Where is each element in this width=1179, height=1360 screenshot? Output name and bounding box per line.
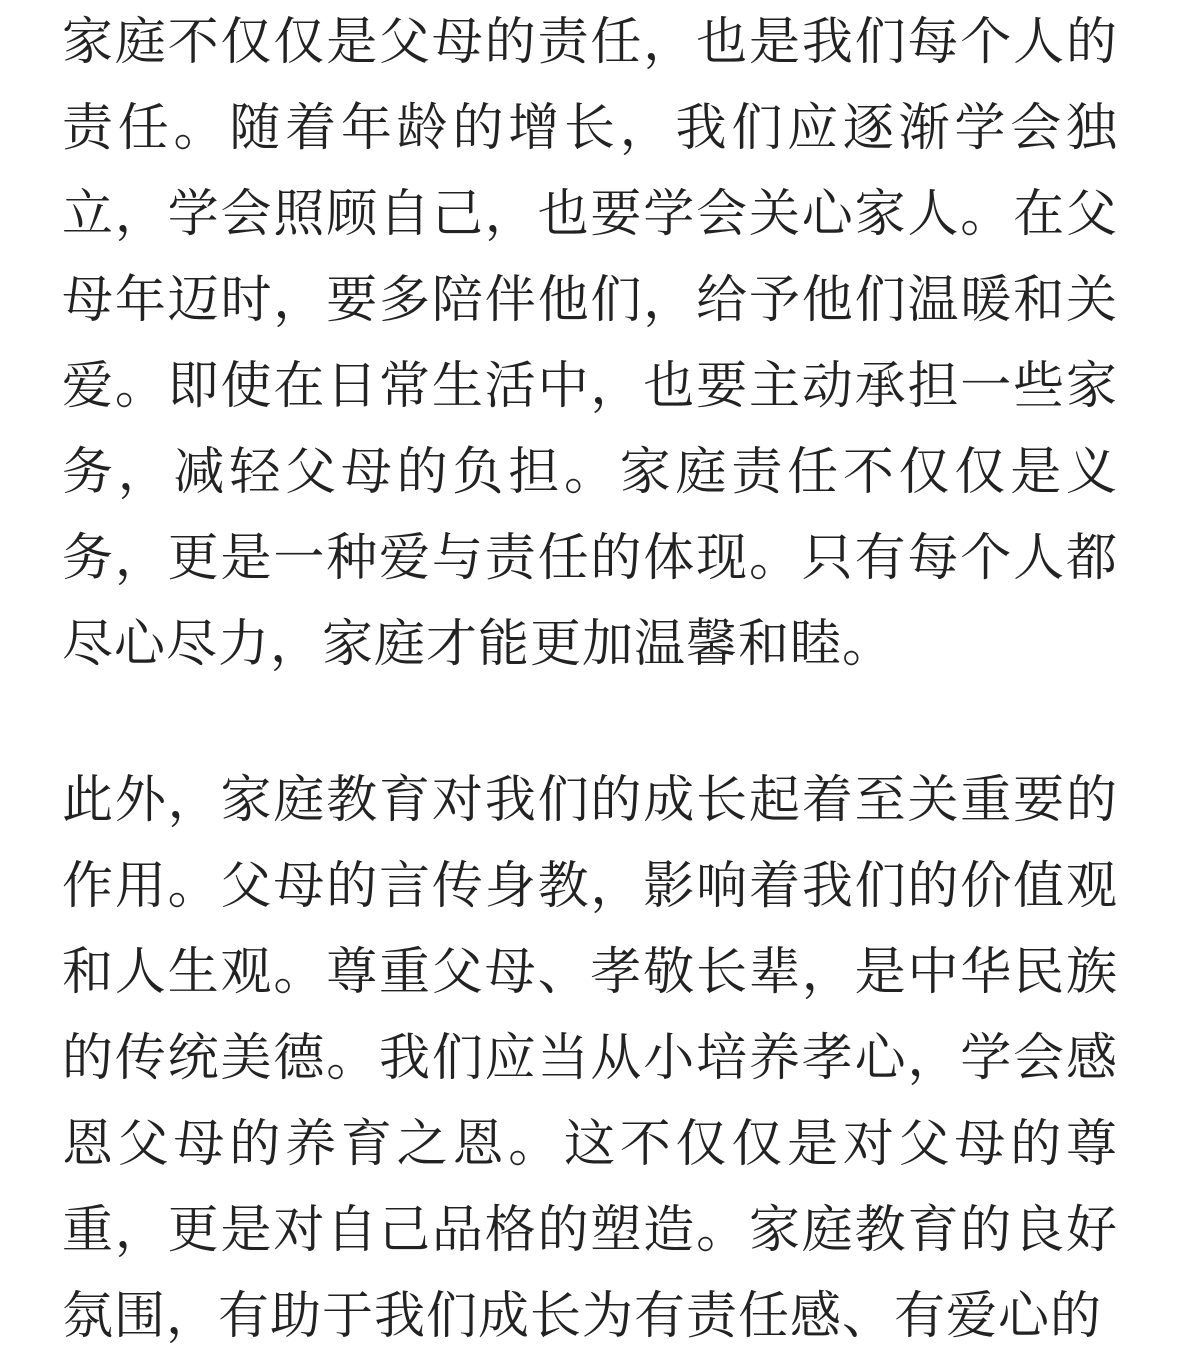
article-paragraph-2: 此外，家庭教育对我们的成长起着至关重要的作用。父母的言传身教，影响着我们的价值观和人生观。尊重父母、孝敬长辈，是中华民族的传统美德。我们应当从小培养孝心，学会感恩父母的养育之恩。这不仅仅是对父母的尊重，更是对自己品格的塑造。家庭教育的良好氛围，有助于我们成长为有责任感、有爱心的 xyxy=(62,771,1118,1346)
article-body xyxy=(62,0,1118,1360)
article-paragraph-1: 家庭不仅仅是父母的责任，也是我们每个人的责任。随着年龄的增长，我们应逐渐学会独立，学会照顾自己，也要学会关心家人。在父母年迈时，要多陪伴他们，给予他们温暖和关爱。即使在日常生活中，也要主动承担一些家务，减轻父母的负担。家庭责任不仅仅是义务，更是一种爱与责任的体现。只有每个人都尽心尽力，家庭才能更加温馨和睦。 xyxy=(62,13,1118,674)
